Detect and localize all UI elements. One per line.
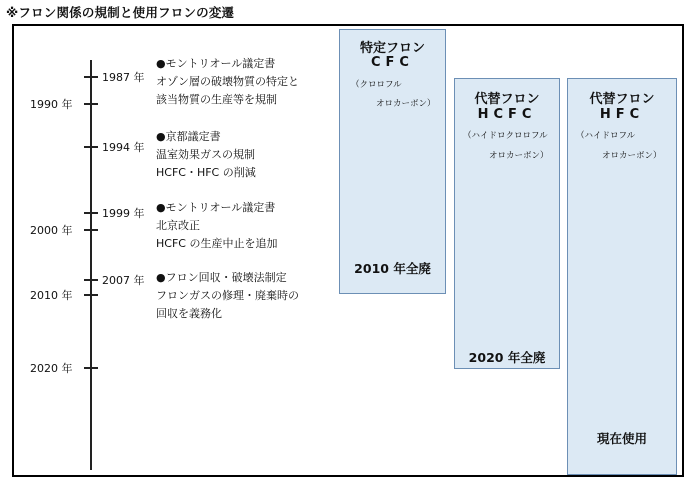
- decade-label-2020: 2020 年: [30, 362, 73, 375]
- hfc-box: [567, 78, 677, 475]
- event-tick: [84, 279, 98, 281]
- decade-label-2010: 2010 年: [30, 289, 73, 302]
- event-tick: [84, 146, 98, 148]
- event-line: 回収を義務化: [156, 307, 222, 320]
- event-1987: [156, 55, 299, 109]
- hfc-fullname-line2: オロカーボン）: [602, 151, 662, 161]
- event-line: ●モントリオール議定書: [156, 201, 276, 214]
- hfc-category: 代替フロン: [589, 92, 655, 107]
- event-line: 温室効果ガスの規制: [156, 148, 255, 161]
- event-line: 該当物質の生産等を規制: [156, 93, 277, 106]
- hcfc-code: HCFC: [477, 107, 537, 122]
- cfc-code: CFC: [371, 55, 414, 70]
- event-2007: [156, 269, 299, 323]
- cfc-fullname-line1: （クロロフル: [351, 80, 402, 90]
- hfc-fullname-line1: （ハイドロフル: [576, 131, 636, 141]
- event-1994: [156, 128, 256, 182]
- event-year-1999: 1999 年: [102, 207, 145, 220]
- timeline-axis: [90, 60, 92, 470]
- event-year-1987: 1987 年: [102, 71, 145, 84]
- hcfc-fullname-line1: （ハイドロクロロフル: [463, 131, 548, 141]
- hcfc-status: 2020 年全廃: [468, 350, 546, 365]
- event-line: ●京都議定書: [156, 130, 221, 143]
- cfc-box: [339, 29, 446, 294]
- event-tick: [84, 76, 98, 78]
- event-line: オゾン層の破壊物質の特定と: [156, 75, 299, 88]
- event-line: HCFC・HFC の削減: [156, 166, 256, 179]
- event-line: HCFC の生産中止を追加: [156, 237, 278, 250]
- event-line: 北京改正: [156, 219, 200, 232]
- hcfc-fullname-line2: オロカーボン）: [489, 151, 549, 161]
- cfc-status: 2010 年全廃: [354, 261, 431, 276]
- decade-label-1990: 1990 年: [30, 98, 73, 111]
- decade-tick: [84, 367, 98, 369]
- event-1999: [156, 199, 277, 253]
- event-year-2007: 2007 年: [102, 274, 145, 287]
- event-year-1994: 1994 年: [102, 141, 145, 154]
- hfc-code: HFC: [599, 107, 645, 122]
- cfc-fullname-line2: オロカーボン）: [376, 99, 436, 109]
- cfc-category: 特定フロン: [359, 41, 425, 56]
- hcfc-box: [454, 78, 560, 369]
- decade-label-2000: 2000 年: [30, 224, 73, 237]
- decade-tick: [84, 103, 98, 105]
- hfc-status: 現在使用: [596, 431, 647, 446]
- decade-tick: [84, 229, 98, 231]
- event-line: ●モントリオール議定書: [156, 57, 276, 70]
- event-tick: [84, 212, 98, 214]
- event-line: ●フロン回収・破壊法制定: [156, 271, 287, 284]
- page-title: ※フロン関係の規制と使用フロンの変遷: [6, 5, 235, 20]
- event-line: フロンガスの修理・廃棄時の: [156, 289, 299, 302]
- decade-tick: [84, 294, 98, 296]
- hcfc-category: 代替フロン: [474, 92, 540, 107]
